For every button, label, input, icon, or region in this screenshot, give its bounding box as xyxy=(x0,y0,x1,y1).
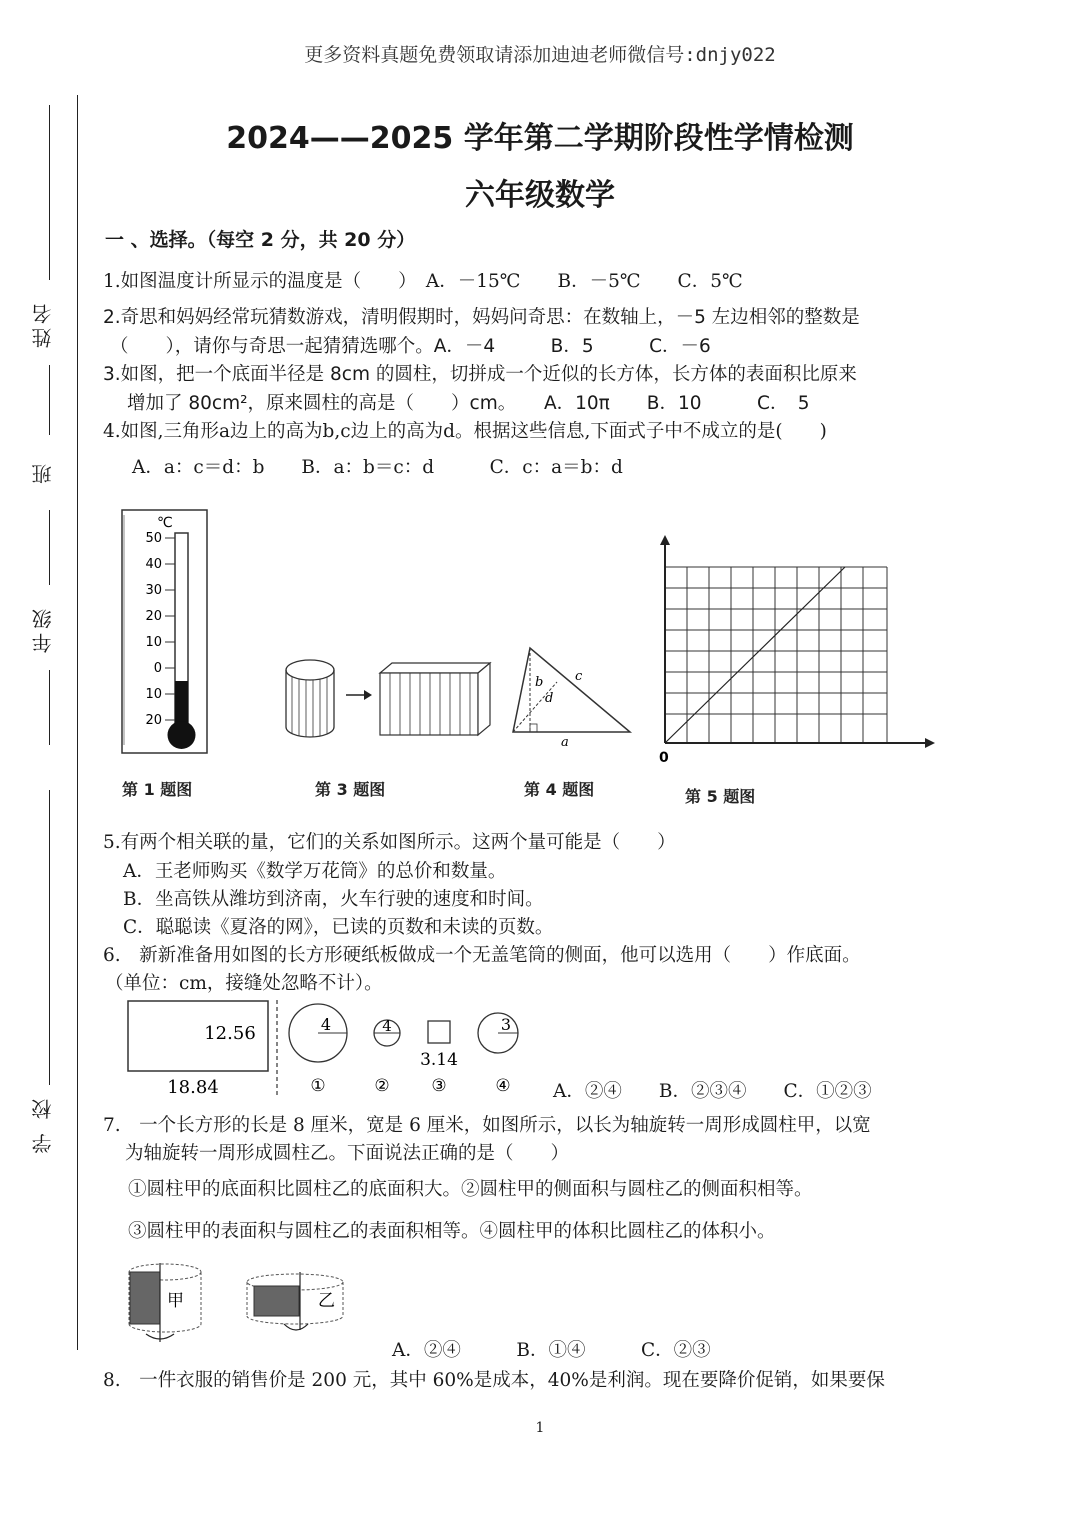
margin-rule xyxy=(77,95,78,1350)
binding-line xyxy=(49,670,50,745)
svg-text:④: ④ xyxy=(495,1076,511,1096)
proportion-line xyxy=(665,567,845,743)
question-4-options: A．a：c＝d：b B．a：b＝c：d C．c：a＝b：d xyxy=(132,457,623,478)
question-3-line2: 增加了 80cm²，原来圆柱的高是（ ）cm。 A．10π B．10 C． 5 xyxy=(127,393,810,414)
rotation-cylinders-figure xyxy=(120,1258,360,1348)
binding-line xyxy=(49,510,50,585)
fig3-caption: 第 3 题图 xyxy=(315,780,386,799)
margin-label-name: 姓名 xyxy=(31,300,55,348)
thermo-tick-labels xyxy=(145,531,162,728)
svg-text:4: 4 xyxy=(320,1015,332,1034)
thermo-bulb xyxy=(168,721,196,749)
svg-text:0: 0 xyxy=(153,661,162,676)
thermometer-figure xyxy=(112,505,222,805)
cylinder-cuboid-figure xyxy=(280,655,500,745)
svg-text:③: ③ xyxy=(431,1076,447,1096)
question-6-options: A．②④ B．②③④ C．①②③ xyxy=(553,1081,872,1102)
question-2-line2: （ ），请你与奇思一起猜猜选哪个。A．－4 B．5 C．－6 xyxy=(110,336,711,357)
question-7-statement-1-2: ①圆柱甲的底面积比圆柱乙的底面积大。②圆柱甲的侧面积与圆柱乙的侧面积相等。 xyxy=(128,1179,813,1200)
graph-origin: 0 xyxy=(659,750,669,766)
question-6-line1: 6. 新新准备用如图的长方形硬纸板做成一个无盖笔筒的侧面，他可以选用（ ）作底面。 xyxy=(103,945,861,966)
svg-text:3: 3 xyxy=(500,1015,512,1034)
fig5-caption: 第 5 题图 xyxy=(685,787,756,806)
svg-text:①: ① xyxy=(310,1076,326,1096)
question-5: 5.有两个相关联的量，它们的关系如图所示。这两个量可能是（ ） xyxy=(103,832,676,853)
proportion-graph xyxy=(650,530,940,770)
question-2-line1: 2.奇思和妈妈经常玩猜数游戏，清明假期时，妈妈问奇思：在数轴上，－5 左边相邻的整数是 xyxy=(103,307,860,328)
cylinder-yi-label: 乙 xyxy=(318,1291,335,1311)
question-7-statement-3-4: ③圆柱甲的表面积与圆柱乙的表面积相等。④圆柱甲的体积比圆柱乙的体积小。 xyxy=(128,1221,776,1242)
svg-text:10: 10 xyxy=(145,687,162,702)
triangle-figure xyxy=(505,640,640,750)
question-7-options: A．②④ B．①④ C．②③ xyxy=(392,1340,711,1361)
question-7-line1: 7. 一个长方形的长是 8 厘米，宽是 6 厘米，如图所示，以长为轴旋转一周形成圆柱甲，以宽 xyxy=(103,1115,871,1136)
header-note: 更多资料真题免费领取请添加迪迪老师微信号:dnjy022 xyxy=(304,44,776,66)
binding-line xyxy=(49,790,50,1085)
svg-text:4: 4 xyxy=(382,1017,392,1035)
rect-height-label: 12.56 xyxy=(204,1023,256,1044)
exam-subtitle: 六年级数学 xyxy=(465,178,615,213)
svg-text:20: 20 xyxy=(145,713,162,728)
margin-label-grade: 年级 xyxy=(31,605,55,653)
question-3-line1: 3.如图，把一个底面半径是 8cm 的圆柱，切拼成一个近似的长方体，长方体的表面积比原来 xyxy=(103,364,857,385)
shape-3-square xyxy=(428,1021,450,1043)
tri-label-c: c xyxy=(575,669,583,684)
question-5-option-a: A．王老师购买《数学万花筒》的总价和数量。 xyxy=(123,861,507,882)
rect-width-label: 18.84 xyxy=(167,1077,219,1098)
svg-text:20: 20 xyxy=(145,609,162,624)
svg-text:②: ② xyxy=(374,1076,390,1096)
page-number: 1 xyxy=(535,1420,545,1436)
question-6-line2: （单位：cm，接缝处忽略不计）。 xyxy=(105,973,383,994)
question-7-line2: 为轴旋转一周形成圆柱乙。下面说法正确的是（ ） xyxy=(125,1143,570,1164)
cylinder-jia-label: 甲 xyxy=(167,1291,184,1311)
question-8-line1: 8. 一件衣服的销售价是 200 元，其中 60%是成本，40%是利润。现在要降价促销，如果要保 xyxy=(103,1370,885,1391)
margin-label-class: 班 xyxy=(31,460,55,484)
svg-text:50: 50 xyxy=(145,531,162,546)
section-heading: 一 、选择。（每空 2 分，共 20 分） xyxy=(105,229,416,251)
tri-label-d: d xyxy=(545,691,554,706)
q6-shapes-figure xyxy=(120,995,540,1100)
exam-title: 2024——2025 学年第二学期阶段性学情检测 xyxy=(226,121,854,156)
svg-text:40: 40 xyxy=(145,557,162,572)
margin-label-school: 学 校 xyxy=(31,1095,55,1154)
svg-text:30: 30 xyxy=(145,583,162,598)
question-5-option-b: B．坐高铁从潍坊到济南，火车行驶的速度和时间。 xyxy=(123,889,544,910)
fig4-caption: 第 4 题图 xyxy=(524,780,595,799)
fig1-caption: 第 1 题图 xyxy=(122,780,193,799)
question-5-option-c: C．聪聪读《夏洛的网》，已读的页数和未读的页数。 xyxy=(123,917,554,938)
tri-label-b: b xyxy=(535,675,544,690)
thermo-unit: ℃ xyxy=(157,515,173,531)
tri-label-a: a xyxy=(561,735,569,750)
binding-line xyxy=(49,365,50,435)
question-4-line1: 4.如图,三角形a边上的高为b,c边上的高为d。根据这些信息,下面式子中不成立的是( ) xyxy=(103,421,827,442)
svg-text:3.14: 3.14 xyxy=(420,1050,458,1070)
question-1: 1.如图温度计所显示的温度是（ ） A．－15℃ B．－5℃ C．5℃ xyxy=(103,271,743,292)
svg-text:10: 10 xyxy=(145,635,162,650)
